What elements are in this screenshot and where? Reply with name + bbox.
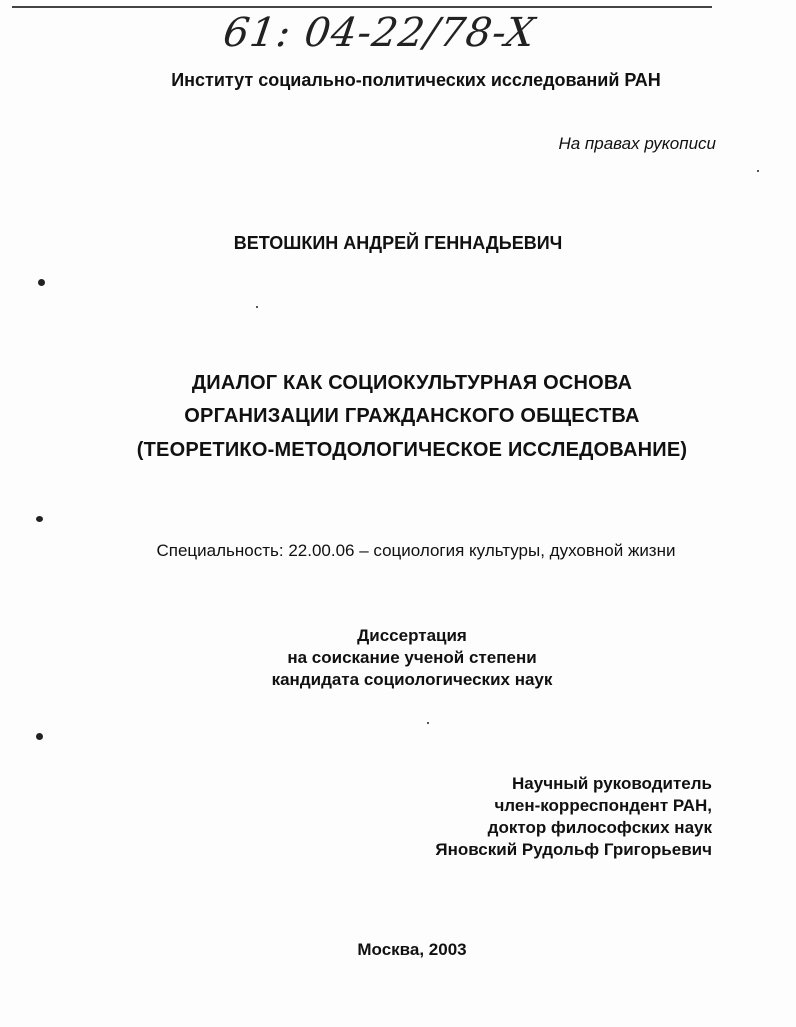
top-scan-rule <box>12 6 712 8</box>
supervisor-rank: член-корреспондент РАН, <box>494 796 712 815</box>
thesis-title-line-1: ДИАЛОГ КАК СОЦИОКУЛЬТУРНАЯ ОСНОВА <box>191 372 633 394</box>
dissertation-label: Диссертация <box>357 626 467 645</box>
scan-speck <box>38 279 45 286</box>
thesis-title-line-3: (ТЕОРЕТИКО-МЕТОДОЛОГИЧЕСКОЕ ИССЛЕДОВАНИЕ) <box>136 439 688 461</box>
place-and-year: Москва, 2003 <box>357 940 467 959</box>
scan-speck <box>256 306 258 308</box>
supervisor-label: Научный руководитель <box>512 774 712 793</box>
author-name: ВЕТОШКИН АНДРЕЙ ГЕННАДЬЕВИЧ <box>233 233 563 253</box>
thesis-title-line-2: ОРГАНИЗАЦИИ ГРАЖДАНСКОГО ОБЩЕСТВА <box>184 405 640 427</box>
supervisor-degree: доктор философских наук <box>487 818 712 837</box>
institute-name: Институт социально-политических исследований РАН <box>171 70 661 90</box>
handwritten-code-text: 61: 04-22/78-X <box>220 10 539 56</box>
manuscript-rights-note: На правах рукописи <box>558 134 716 153</box>
scan-speck <box>427 722 429 724</box>
scan-speck <box>36 516 43 522</box>
dissertation-field-line: кандидата социологических наук <box>271 670 553 689</box>
specialty-line: Специальность: 22.00.06 – социология культуры, духовной жизни <box>156 541 676 560</box>
scan-speck <box>36 733 43 740</box>
dissertation-degree-line: на соискание ученой степени <box>287 648 537 667</box>
scan-speck <box>757 170 759 172</box>
supervisor-name: Яновский Рудольф Григорьевич <box>435 840 712 859</box>
